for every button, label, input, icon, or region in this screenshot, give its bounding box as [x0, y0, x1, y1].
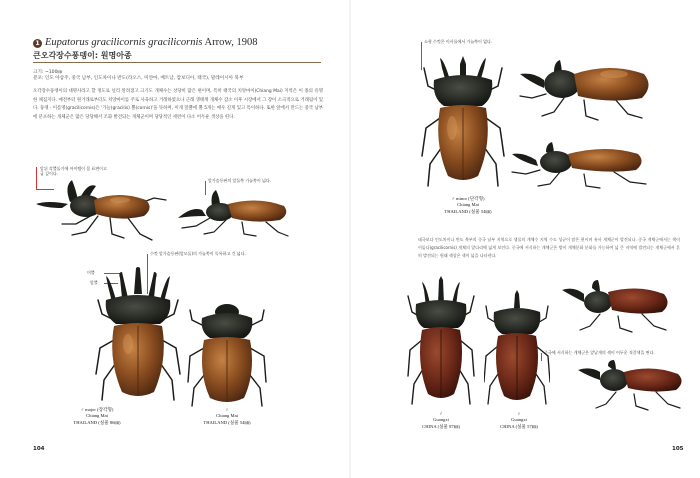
caption-china-male: [402, 411, 480, 430]
caption-place: Guangxi: [511, 417, 527, 423]
caption-sex: ♀: [225, 407, 229, 412]
caption-place: Chiang Mai: [457, 202, 479, 208]
korean-name: 큰오각장수풍뎅이: 원명아종: [33, 51, 132, 60]
caption-place: Chiang Mai: [216, 413, 238, 419]
beetle-photo-side-male-2: [176, 188, 316, 240]
beetle-photo-dorsal-female: [186, 298, 268, 410]
caption-sex: ♀: [517, 411, 521, 416]
species-number-badge: 1: [33, 39, 42, 48]
callout-pronotum: 수컷 앞가슴등판(앞모돌)의 가늘쪽이 독특하고 긴 넓다.: [150, 251, 246, 256]
body-text-right: 태국보다 인도차이나 반도 북부의 중국 남부 지역으로 생물의 개체수 지역 수도 성균이 많은 편이며 유사 개체군이 발견되나. 중국 개체군에서는 색이 어둡다(gracilicornis) 개체의 앞다리에 넓게 보인다. 중국에 서식하는 개체군은 방이 개체분화 분화를 가능하여 넓 큰 지역에 발견되는 개체군에서 흔히 발견되는 원래 색상은 색이 넓을 나타낸다.: [418, 237, 680, 258]
caption-region: CHINA (실물 87㎜): [422, 423, 460, 429]
caption-china-female: [480, 411, 558, 430]
beetle-photo-side-china-1: [560, 280, 678, 336]
species-title-author: Arrow, 1908: [202, 37, 258, 48]
size-line: 크기: ~100㎜: [33, 70, 63, 75]
beetle-photo-side-male: [28, 178, 173, 246]
label-horn-thorax: 앞뿔: [90, 280, 98, 285]
callout-line: [541, 353, 542, 361]
beetle-photo-side-male-minor-2: [510, 140, 668, 192]
caption-region: THAILAND (실물 86㎜): [73, 419, 121, 425]
distribution-line: 분포: 인도 아삼주, 중국 남부, 인도차이나 반도(라오스, 미얀마, 베트남, 캄보디아, 태국), 말레이시아 북부: [33, 76, 244, 81]
caption-female: [186, 407, 268, 426]
right-page: [350, 0, 700, 478]
caption-male-major: [52, 407, 142, 426]
species-title: [45, 37, 258, 48]
title-rule: [33, 62, 321, 63]
caption-place: Chiang Mai: [86, 413, 108, 419]
caption-sex: ♂ minor (단각형): [451, 196, 485, 201]
species-title-italic: Eupatorus gracilicornis gracilicornis: [45, 37, 203, 48]
body-text: 오각장수풍뎅이의 대명사라고 할 정도로 널리 알려졌고 크기도 개체수는 상당히 많은 편이며, 특히 태국의 치앙마이(Chiang Mai) 지역은 이 종의 유명한 채집지다. 예전부터 원거래로부터도 치앙마이를 주로 사육하고 거래하였으나 근래 생태계 개체수 감소 이후 시장에서 그 장이 소극적으로 거래됨이 있다. 풍뎅 · 이름명(gracilicornis)은 '가늘(gracilis) 뿔(cornis)'을 뜻하며, 이개 말뿔에 뿔 5개는 매우 길게 있고 특이하다. 또한 앞에서 만드는 중국 남부에 분포하는 개체군은 많은 당당해서 조화 발견되는 개체군이며 당당적인 세련이 다소 어두운 색상을 띤다.: [33, 89, 323, 120]
caption-place: Guangxi: [433, 417, 449, 423]
caption-region: THAILAND (실물 54㎜): [203, 419, 251, 425]
caption-region: THAILAND (실물 54㎜): [444, 208, 492, 214]
page-number: 105: [672, 446, 684, 452]
caption-region: CHINA (실물 57㎜): [500, 423, 538, 429]
label-horn-head: 머뿔: [87, 270, 95, 275]
beetle-photo-dorsal-china-female: [484, 290, 550, 408]
beetle-photo-dorsal-male-major: [92, 264, 184, 404]
caption-sex: ♂ major (장각형): [80, 407, 114, 412]
page-number: 104: [33, 446, 45, 452]
beetle-photo-side-china-2: [578, 360, 690, 414]
beetle-photo-dorsal-china-male: [406, 276, 476, 408]
callout-thorax: 앞가슴등판의 앞돌쪽 가늘쪽이 넓다.: [208, 178, 272, 183]
caption-male-minor: [430, 196, 506, 215]
beetle-photo-side-male-minor: [514, 58, 664, 130]
beetle-photo-dorsal-male-minor: [420, 52, 506, 190]
callout-front-legs: 앞뒤 각뿔돌기에 아이템이 몸 표면이고 굽 깊이다.: [40, 166, 107, 177]
callout-minor: 소형 수컷은 이사를에서 가늘쪽이 없다.: [424, 39, 493, 44]
caption-sex: ♂: [439, 411, 443, 416]
callout-china: 중국에 서식하는 개체군은 앞날개의 색이 어두운 적갈색을 띤다.: [544, 350, 655, 355]
